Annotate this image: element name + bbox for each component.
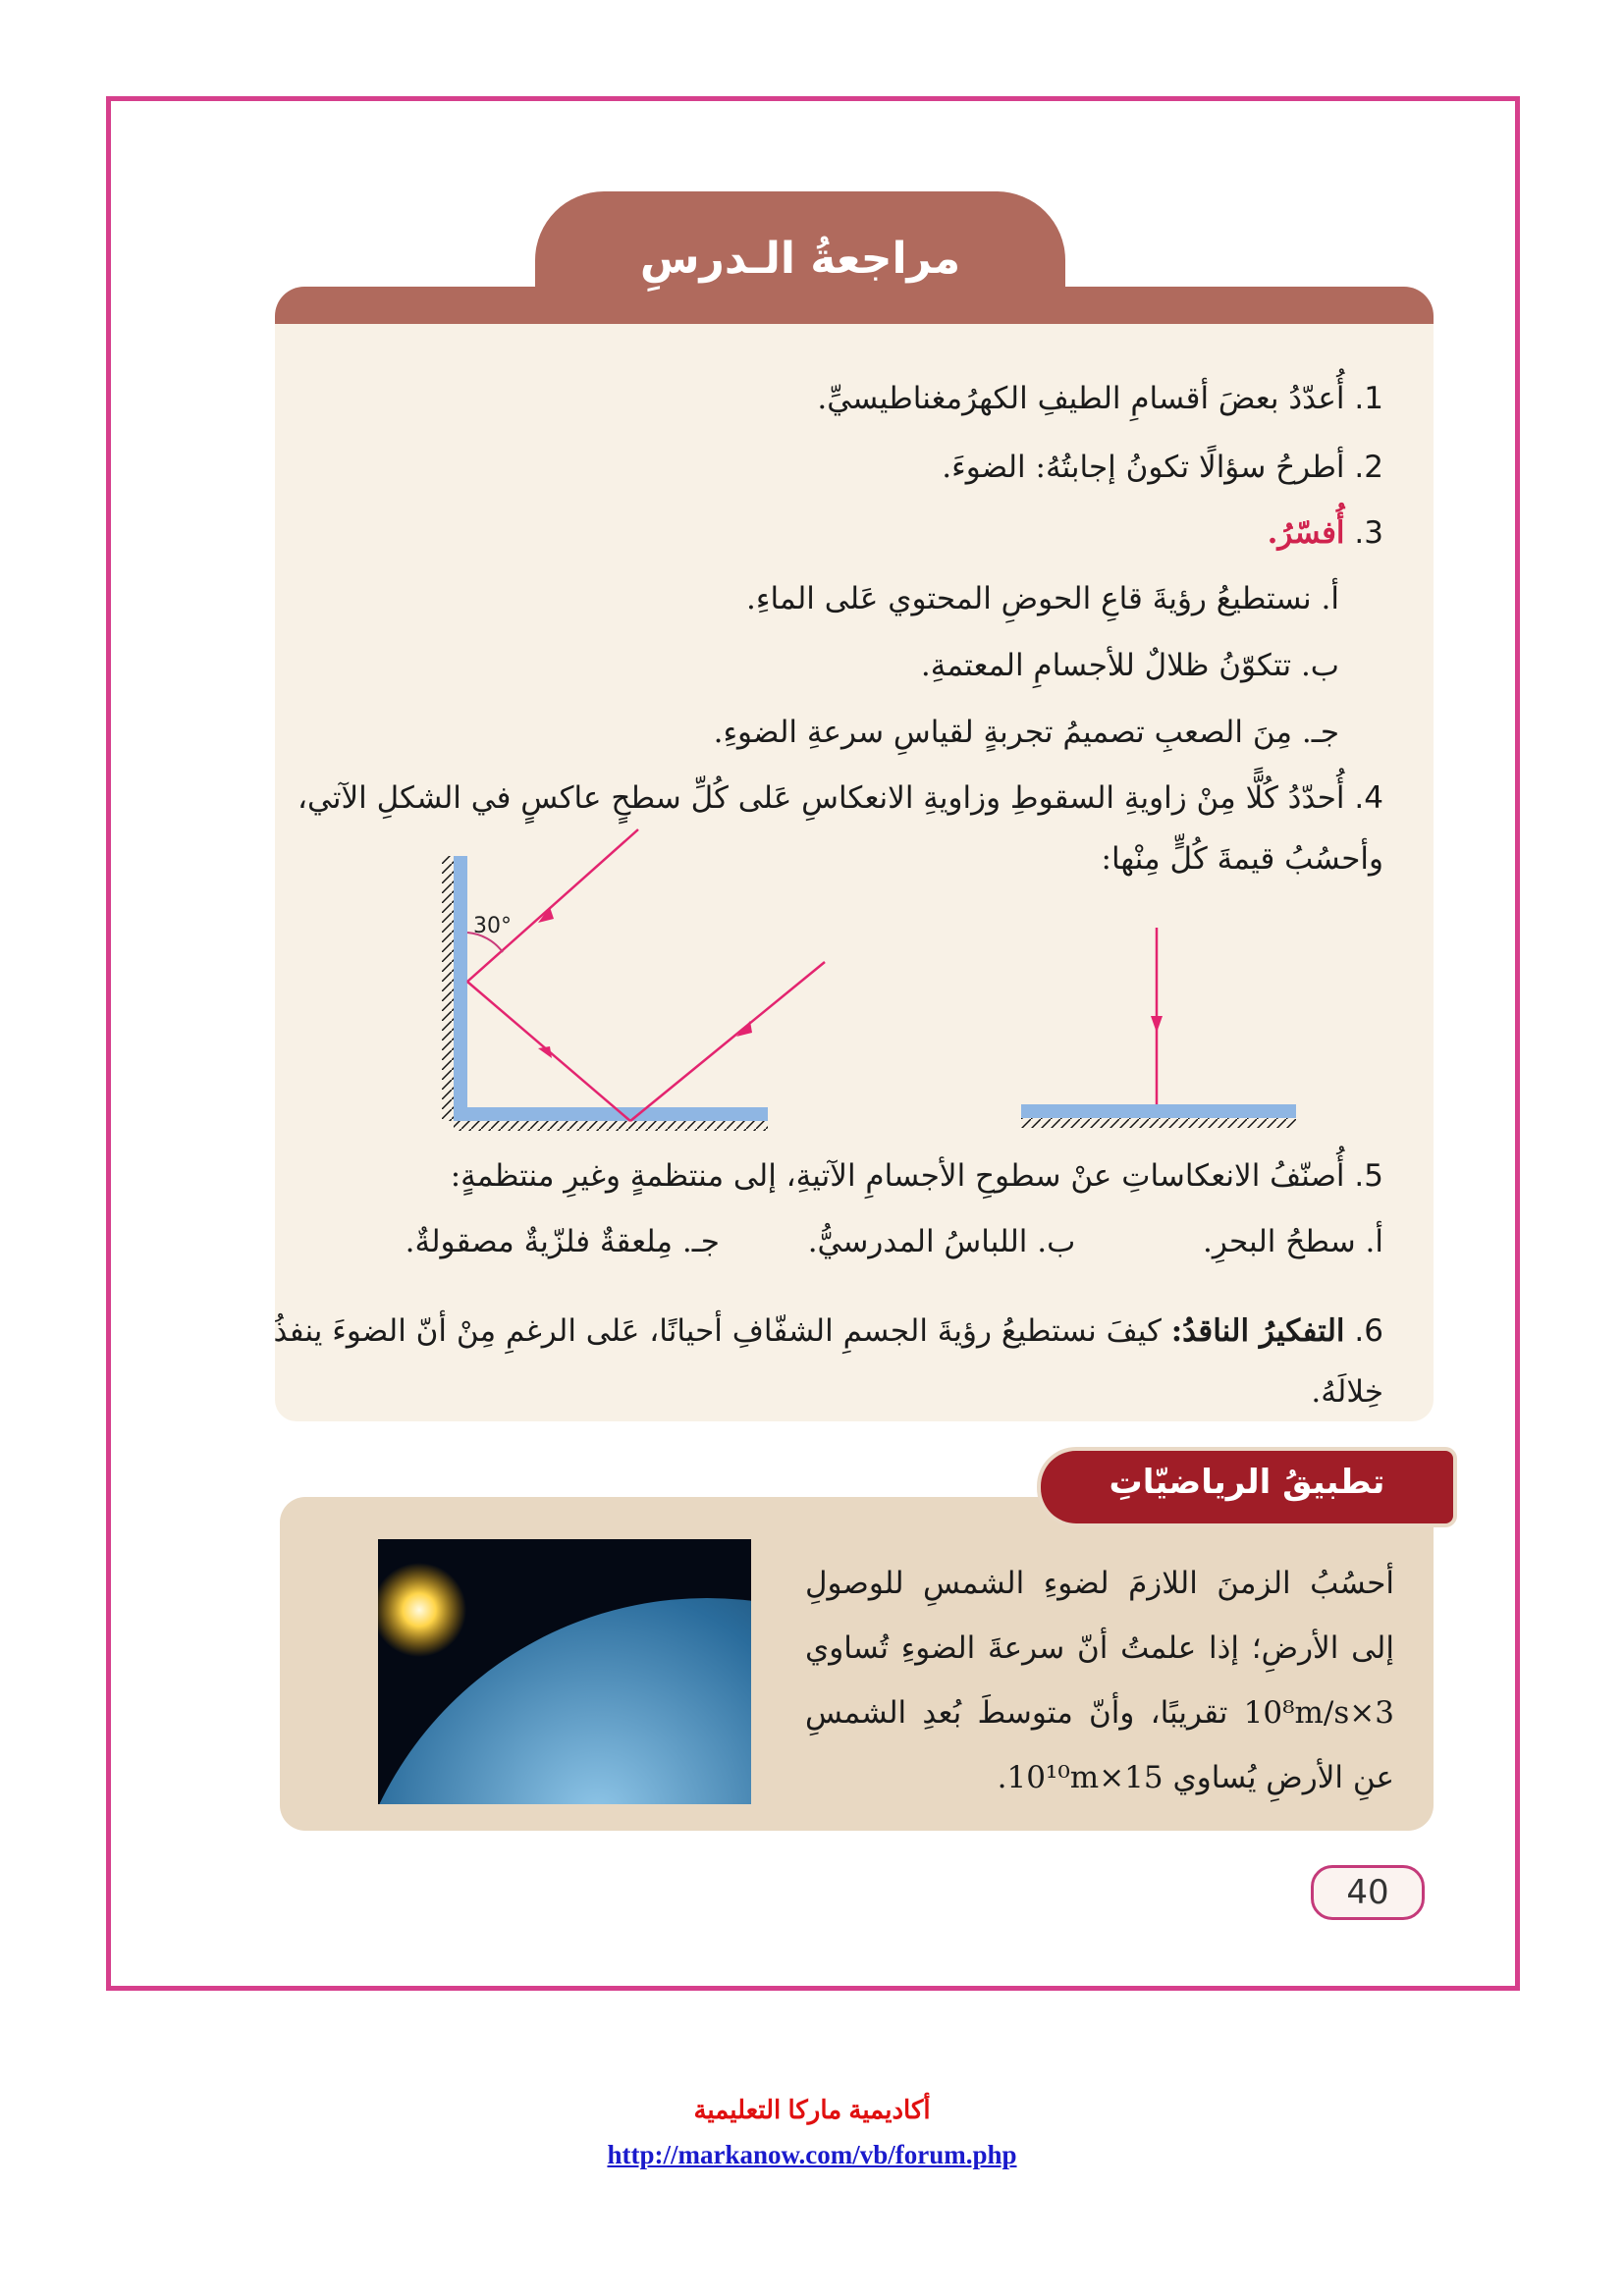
question-5a: أ. سطحُ البحرِ.	[1203, 1224, 1383, 1259]
question-3-text: أُفسّرُ.	[1267, 515, 1345, 551]
angle-label: 30°	[473, 914, 512, 938]
question-3c: جـ. مِنَ الصعبِ تصميمُ تجربةٍ لقياسِ سرعةِ الضوءِ.	[713, 715, 1339, 750]
sun-earth-image	[378, 1539, 751, 1804]
normal-incidence-ray	[1151, 928, 1163, 1104]
flat-mirror	[1021, 1104, 1296, 1128]
question-2-number: 2.	[1354, 450, 1383, 485]
footer-title: أكاديمية ماركا التعليمية	[693, 2095, 931, 2124]
question-5-text: أُصنّفُ الانعكاساتِ عنْ سطوحِ الأجسامِ الآتيةِ، إلى منتظمةٍ وغيرِ منتظمةٍ:	[450, 1158, 1345, 1194]
question-5-options	[406, 1224, 1383, 1259]
question-2	[942, 450, 1383, 485]
question-6-heading: التفكيرُ الناقدُ:	[1170, 1313, 1345, 1349]
question-6-text: كيفَ نستطيعُ رؤيةَ الجسمِ الشفّافِ أحيانًا، عَلى الرغمِ مِنْ أنّ الضوءَ ينفذُ خِلالَهُ.	[273, 1313, 1383, 1410]
question-6-number: 6.	[1354, 1313, 1383, 1349]
corner-mirror	[442, 856, 768, 1131]
question-5c: جـ. مِلعقةٌ فلزّيةٌ مصقولةٌ.	[405, 1224, 720, 1259]
question-1	[817, 381, 1383, 416]
math-application-title: تطبيقُ الرياضيّاتِ	[1109, 1463, 1385, 1502]
question-5b: ب. اللباسُ المدرسيُّ.	[807, 1224, 1076, 1259]
question-4-number: 4.	[1354, 780, 1383, 816]
question-6	[254, 1301, 1383, 1422]
ray-arrows	[538, 907, 752, 1058]
question-1-number: 1.	[1354, 381, 1383, 416]
question-3b: ب. تتكوّنُ ظلالٌ للأجسامِ المعتمةِ.	[920, 648, 1339, 683]
question-3-number: 3.	[1354, 515, 1383, 551]
footer-link[interactable]: http://markanow.com/vb/forum.php	[607, 2140, 1017, 2169]
question-1-text: أُعدّدُ بعضَ أقسامِ الطيفِ الكهرُمغناطيسيِّ.	[817, 381, 1345, 416]
corner-mirror-rays	[467, 829, 825, 1121]
reflection-diagram	[412, 825, 1296, 1139]
page-number: 40	[1311, 1865, 1425, 1920]
question-2-text: أطرحُ سؤالًا تكونُ إجابتُهُ: الضوءَ.	[942, 450, 1345, 485]
question-5	[451, 1158, 1383, 1194]
question-3a: أ. نستطيعُ رؤيةَ قاعِ الحوضِ المحتوي عَلى الماءِ.	[746, 581, 1339, 616]
math-application-text: أحسُبُ الزمنَ اللازمَ لضوءِ الشمسِ للوصولِ إلى الأرضِ؛ إذا علمتُ أنّ سرعةَ الضوءِ تُساوي 3×10⁸m/s تقريبًا، وأنّ متوسطَ بُعدِ الشمسِ عنِ الأرضِ يُساوي 15×10¹⁰m.	[805, 1566, 1394, 1795]
review-title: مراجعةُ الـدرسِ	[639, 234, 961, 284]
question-4-text: أُحدّدُ كُلًّا مِنْ زاويةِ السقوطِ وزاويةِ الانعكاسِ عَلى كُلِّ سطحٍ عاكسٍ في الشكلِ الآتي، وأحسُبُ قيمةَ كُلٍّ مِنْها:	[297, 780, 1383, 877]
question-5-number: 5.	[1354, 1158, 1383, 1194]
question-3	[1268, 515, 1383, 551]
